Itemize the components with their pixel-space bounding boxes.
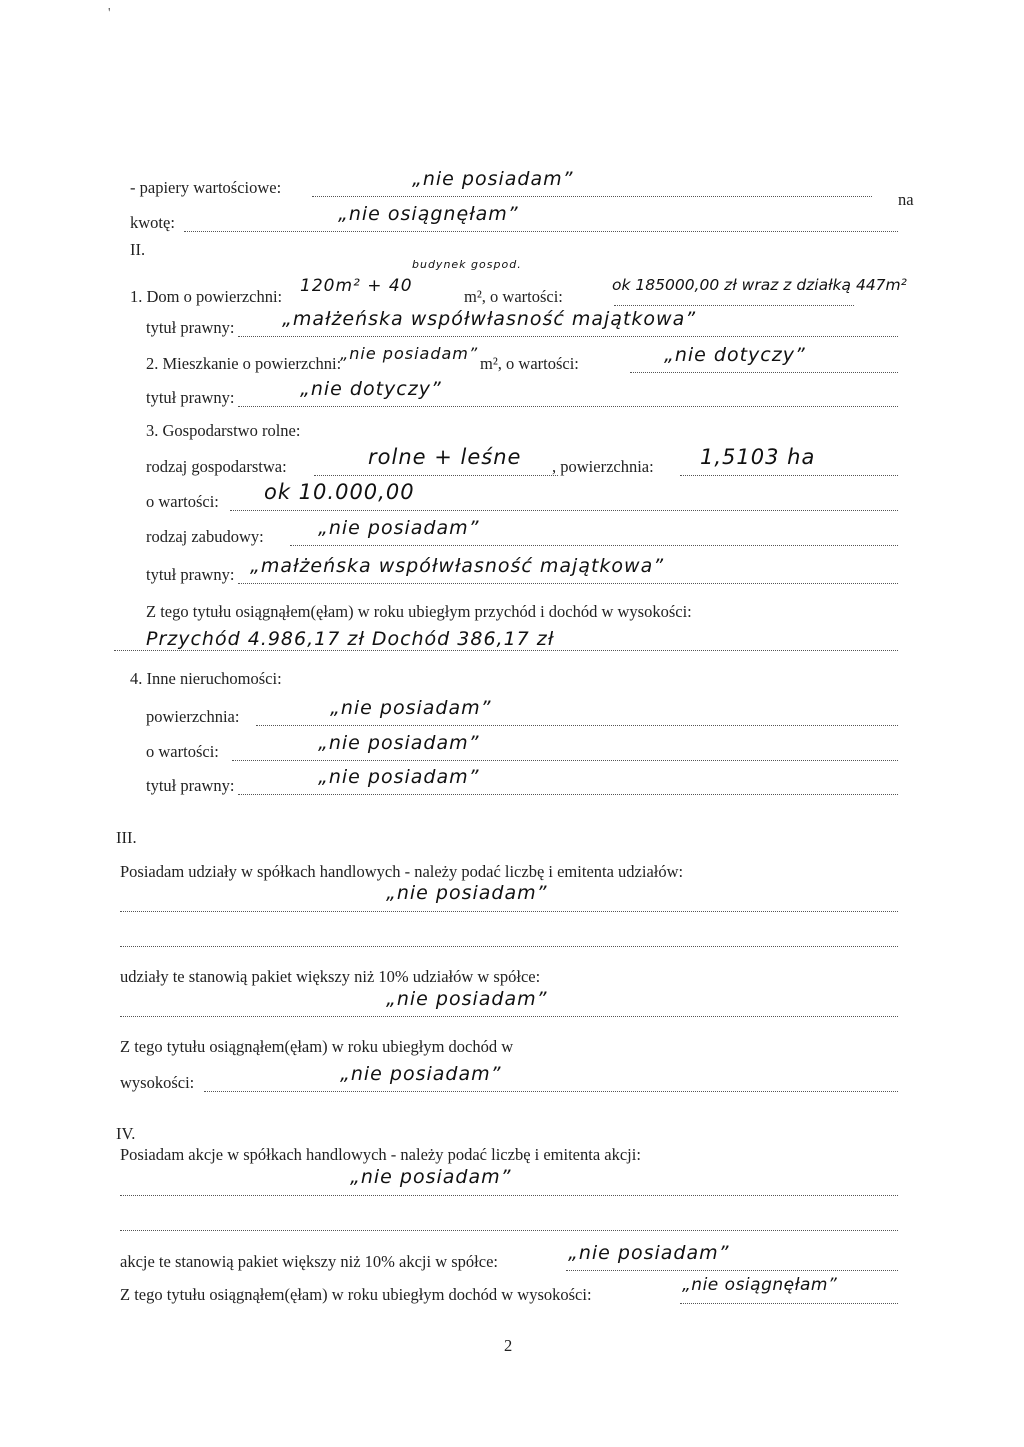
farm-type-line [314,475,558,476]
stocks-income-value: „nie osiągnęłam” [682,1275,838,1295]
securities-amount-line [184,231,898,232]
farm-income-text: Z tego tytułu osiągnąłem(ęłam) w roku ubiegłym przychód i dochód w wysokości: [146,602,692,621]
shares-package-value: „nie posiadam” [386,988,548,1010]
stocks-line [120,1195,898,1196]
section-4-heading: IV. [116,1124,136,1143]
apartment-title-label: tytuł prawny: [146,388,235,407]
shares-package-line [120,1016,898,1017]
shares-income-text: Z tego tytułu osiągnąłem(ęłam) w roku ubiegłym dochód w [120,1037,514,1056]
apartment-value: „nie dotyczy” [664,344,806,366]
farm-income-value: Przychód 4.986,17 zł Dochód 386,17 zł [146,628,555,650]
farm-title-value: „małżeńska współwłasność majątkowa” [250,555,665,577]
stocks-package-text: akcje te stanowią pakiet większy niż 10% akcji w spółce: [120,1252,498,1271]
house-title-line [238,336,898,337]
house-title-label: tytuł prawny: [146,318,235,337]
securities-value: „nie posiadam” [412,168,574,190]
other-value-label: o wartości: [146,742,219,761]
other-title-line [238,794,898,795]
farm-income-line [114,650,898,651]
apartment-title-value: „nie dotyczy” [300,378,442,400]
securities-label: - papiery wartościowe: [130,178,282,197]
house-area: 120m² + 40 [300,276,413,296]
farm-label: 3. Gospodarstwo rolne: [146,421,301,440]
house-unit: m², o wartości: [464,287,563,306]
farm-area-line [680,475,898,476]
farm-value-value: ok 10.000,00 [264,480,415,504]
shares-package-text: udziały te stanowią pakiet większy niż 10% udziałów w spółce: [120,967,541,986]
farm-buildings-label: rodzaj zabudowy: [146,527,264,546]
house-value: ok 185000,00 zł wraz z działką 447m² [612,276,907,294]
shares-line-2 [120,946,898,947]
stocks-text: Posiadam akcje w spółkach handlowych - należy podać liczbę i emitenta akcji: [120,1145,641,1164]
apartment-label: 2. Mieszkanie o powierzchni: [146,354,342,373]
house-title-value: „małżeńska współwłasność majątkowa” [282,308,697,330]
other-label: 4. Inne nieruchomości: [130,669,282,688]
farm-type-value: rolne + leśne [368,445,522,469]
securities-amount-value: „nie osiągnęłam” [338,203,519,225]
stocks-value: „nie posiadam” [350,1166,512,1188]
shares-income-value: „nie posiadam” [340,1063,502,1085]
shares-income-line [204,1091,898,1092]
other-title-label: tytuł prawny: [146,776,235,795]
stocks-package-line [566,1270,898,1271]
farm-title-label: tytuł prawny: [146,565,235,584]
section-3-heading: III. [116,828,137,847]
apartment-value-line [630,372,898,373]
other-title-value: „nie posiadam” [318,766,480,788]
farm-type-label: rodzaj gospodarstwa: [146,457,287,476]
stocks-income-line [680,1303,898,1304]
house-label: 1. Dom o powierzchni: [130,287,283,306]
apartment-title-line [238,406,898,407]
shares-text: Posiadam udziały w spółkach handlowych - należy podać liczbę i emitenta udziałów: [120,862,684,881]
farm-buildings-value: „nie posiadam” [318,517,480,539]
shares-income-label: wysokości: [120,1073,195,1092]
securities-suffix: na [898,190,914,209]
page-number: 2 [504,1336,513,1355]
other-area-value: „nie posiadam” [330,697,492,719]
other-value-value: „nie posiadam” [318,732,480,754]
stocks-line-2 [120,1230,898,1231]
stocks-package-value: „nie posiadam” [568,1242,730,1264]
top-mark: ' [108,6,111,21]
securities-amount-label: kwotę: [130,213,175,232]
other-value-line [232,760,898,761]
farm-value-label: o wartości: [146,492,219,511]
apartment-unit: m², o wartości: [480,354,579,373]
farm-area-value: 1,5103 ha [700,445,816,469]
other-area-label: powierzchnia: [146,707,240,726]
other-area-line [256,725,898,726]
farm-value-line [230,510,898,511]
section-2-heading: II. [130,240,146,259]
farm-buildings-line [290,545,898,546]
shares-line [120,911,898,912]
farm-title-line [238,583,898,584]
house-area-note: budynek gospod. [412,258,522,271]
farm-area-label: , powierzchnia: [552,457,654,476]
shares-value: „nie posiadam” [386,882,548,904]
securities-line [312,196,872,197]
house-value-line [614,305,854,306]
apartment-area: „nie posiadam” [340,344,479,363]
stocks-income-text: Z tego tytułu osiągnąłem(ęłam) w roku ubiegłym dochód w wysokości: [120,1285,592,1304]
